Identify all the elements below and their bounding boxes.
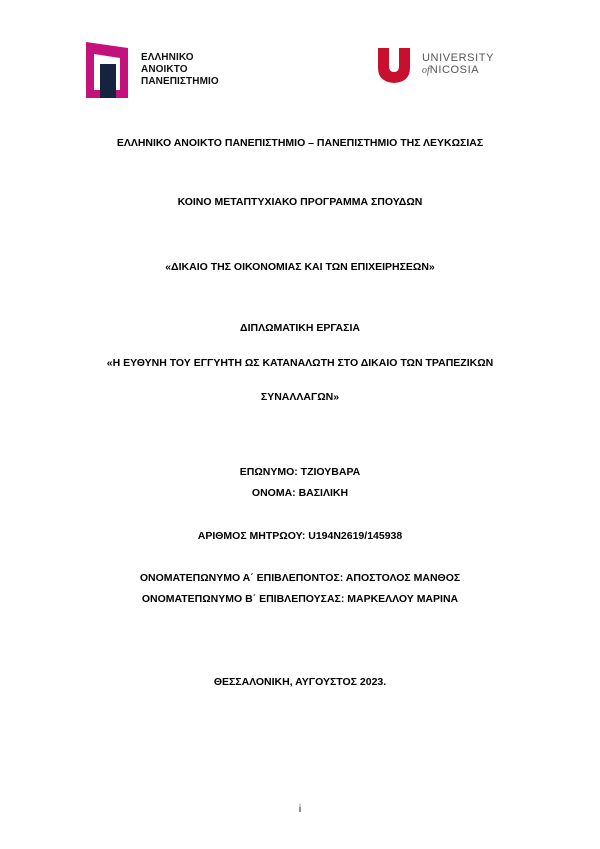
hou-logo-line-3: ΠΑΝΕΠΙΣΤΗΜΙΟ bbox=[141, 76, 219, 87]
unic-logo-line-1: UNIVERSITY bbox=[422, 52, 495, 64]
student-registration-number: ΑΡΙΘΜΟΣ ΜΗΤΡΩΟΥ: U194N2619/145938 bbox=[197, 530, 403, 542]
thesis-title-line-1: «Η ΕΥΘΥΝΗ ΤΟΥ ΕΓΓΥΗΤΗ ΩΣ ΚΑΤΑΝΑΛΩΤΗ ΣΤΟ ΔΙΚΑΙΟ ΤΩΝ ΤΡΑΠΕΖΙΚΩΝ bbox=[106, 357, 494, 369]
thesis-title-line-2: ΣΥΝΑΛΛΑΓΩΝ» bbox=[260, 391, 340, 403]
first-supervisor: ΟΝΟΜΑΤΕΠΩΝΥΜΟ Α΄ ΕΠΙΒΛΕΠΟΝΤΟΣ: ΑΠΟΣΤΟΛΟΣ ΜΑΝΘΟΣ bbox=[139, 572, 461, 584]
second-supervisor: ΟΝΟΜΑΤΕΠΩΝΥΜΟ Β΄ ΕΠΙΒΛΕΠΟΥΣΑΣ: ΜΑΡΚΕΛΛΟΥ ΜΑΡΙΝΑ bbox=[141, 593, 459, 605]
universities-heading: ΕΛΛΗΝΙΚΟ ΑΝΟΙΚΤΟ ΠΑΝΕΠΙΣΤΗΜΙΟ – ΠΑΝΕΠΙΣΤΗΜΙΟ ΤΗΣ ΛΕΥΚΩΣΙΑΣ bbox=[116, 137, 484, 149]
program-heading: ΚΟΙΝΟ ΜΕΤΑΠΤΥΧΙΑΚΟ ΠΡΟΓΡΑΜΜΑ ΣΠΟΥΔΩΝ bbox=[177, 196, 423, 208]
unic-logo-line-2 bbox=[422, 64, 494, 77]
page-number: i bbox=[298, 804, 302, 815]
program-title: «ΔΙΚΑΙΟ ΤΗΣ ΟΙΚΟΝΟΜΙΑΣ ΚΑΙ ΤΩΝ ΕΠΙΧΕΙΡΗΣΕΩΝ» bbox=[165, 261, 435, 273]
unic-shield-icon bbox=[376, 46, 412, 84]
university-of-nicosia-logo bbox=[376, 46, 516, 86]
hou-logo-text bbox=[141, 52, 219, 88]
unic-logo-text bbox=[422, 52, 494, 77]
unic-logo-nicosia: NICOSIA bbox=[429, 64, 480, 76]
hou-logo-line-1: ΕΛΛΗΝΙΚΟ bbox=[141, 52, 194, 63]
hou-logo-line-2: ΑΝΟΙΚΤΟ bbox=[141, 64, 188, 75]
hellenic-open-university-logo bbox=[86, 42, 226, 98]
hou-logo-mark-icon bbox=[86, 42, 136, 98]
place-and-date: ΘΕΣΣΑΛΟΝΙΚΗ, ΑΥΓΟΥΣΤΟΣ 2023. bbox=[213, 676, 387, 688]
student-name: ΟΝΟΜΑ: ΒΑΣΙΛΙΚΗ bbox=[251, 487, 349, 499]
unic-logo-of: of bbox=[422, 65, 430, 76]
student-surname: ΕΠΩΝΥΜΟ: ΤΖΙΟΥΒΑΡΑ bbox=[239, 466, 361, 478]
thesis-type: ΔΙΠΛΩΜΑΤΙΚΗ ΕΡΓΑΣΙΑ bbox=[240, 322, 360, 334]
